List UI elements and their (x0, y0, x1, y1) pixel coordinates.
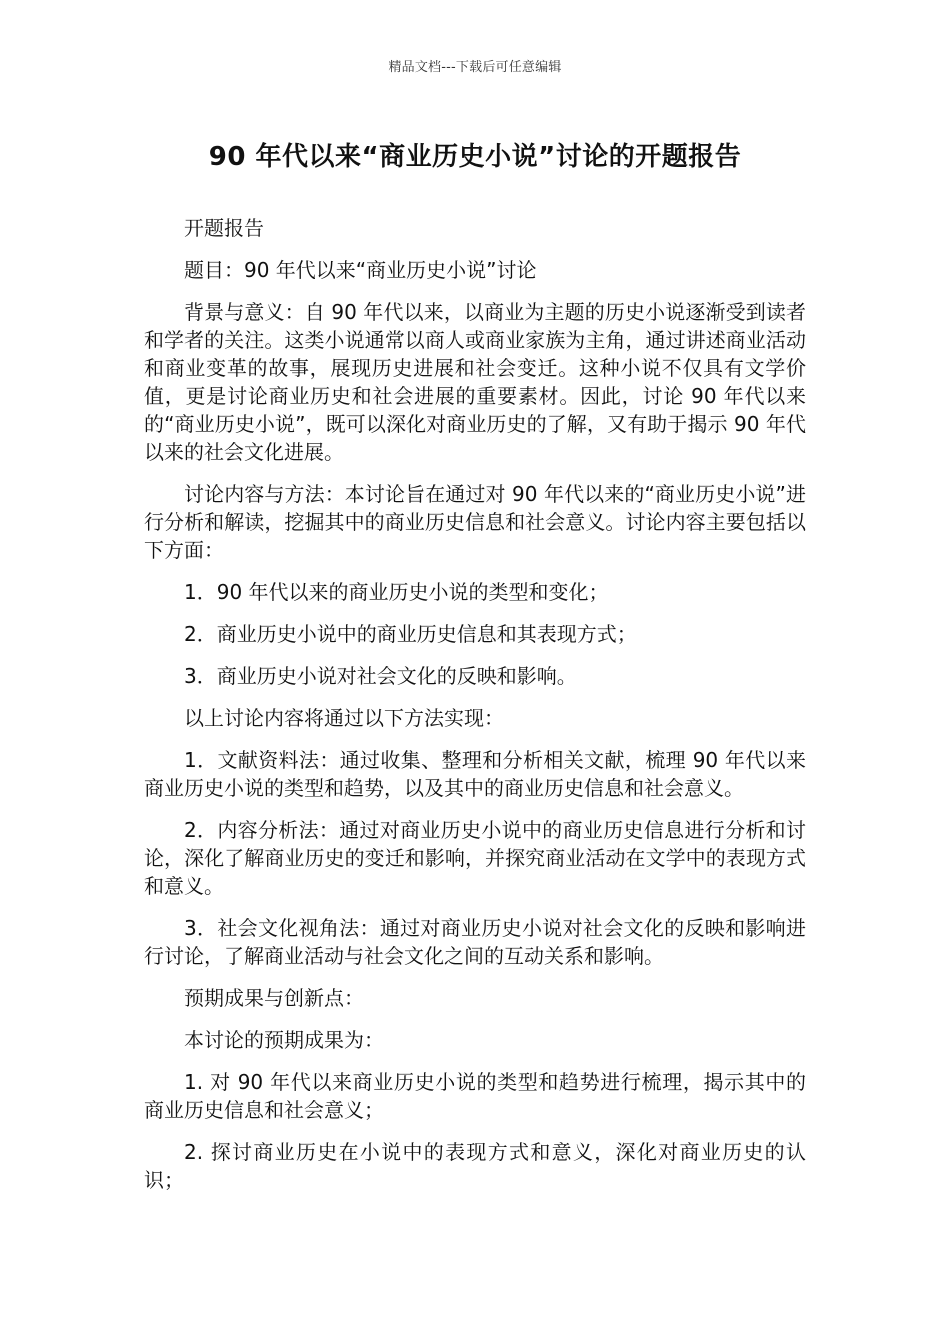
list-item: 1．90 年代以来的商业历史小说的类型和变化； (184, 580, 609, 604)
list-item: 2. 探讨商业历史在小说中的表现方式和意义，深化对商业历史的认识； (144, 1140, 806, 1192)
list-item: 2．内容分析法：通过对商业历史小说中的商业历史信息进行分析和讨论，深化了解商业历史的变迁和影响，并探究商业活动在文学中的表现方式和意义。 (144, 818, 806, 898)
list-item: 1．文献资料法：通过收集、整理和分析相关文献，梳理 90 年代以来商业历史小说的类型和趋势，以及其中的商业历史信息和社会意义。 (144, 748, 806, 800)
list-item: 3．社会文化视角法：通过对商业历史小说对社会文化的反映和影响进行讨论，了解商业活动与社会文化之间的互动关系和影响。 (144, 916, 806, 968)
list-item: 2．商业历史小说中的商业历史信息和其表现方式； (184, 622, 637, 646)
paragraph: 预期成果与创新点： (184, 986, 364, 1010)
list-item: 3．商业历史小说对社会文化的反映和影响。 (184, 664, 577, 688)
paragraph: 题目：90 年代以来“商业历史小说”讨论 (184, 258, 537, 282)
paragraph: 以上讨论内容将通过以下方法实现： (184, 706, 504, 730)
list-item: 1. 对 90 年代以来商业历史小说的类型和趋势进行梳理，揭示其中的商业历史信息和社会意义； (144, 1070, 806, 1122)
paragraph: 本讨论的预期成果为： (184, 1028, 384, 1052)
document-title: 90 年代以来“商业历史小说”讨论的开题报告 (208, 142, 742, 172)
header-note: 精品文档---下载后可任意编辑 (388, 60, 562, 75)
paragraph: 讨论内容与方法：本讨论旨在通过对 90 年代以来的“商业历史小说”进行分析和解读，挖掘其中的商业历史信息和社会意义。讨论内容主要包括以下方面： (144, 482, 806, 562)
paragraph: 背景与意义：自 90 年代以来，以商业为主题的历史小说逐渐受到读者和学者的关注。这类小说通常以商人或商业家族为主角，通过讲述商业活动和商业变革的故事，展现历史进展和社会变迁。这种小说不仅具有文学价值，更是讨论商业历史和社会进展的重要素材。因此，讨论 90 年代以来的“商业历史小说”，既可以深化对商业历史的了解，又有助于揭示 90 年代以来的社会文化进展。 (144, 300, 806, 464)
document-body (144, 214, 806, 1208)
paragraph: 开题报告 (184, 216, 264, 240)
